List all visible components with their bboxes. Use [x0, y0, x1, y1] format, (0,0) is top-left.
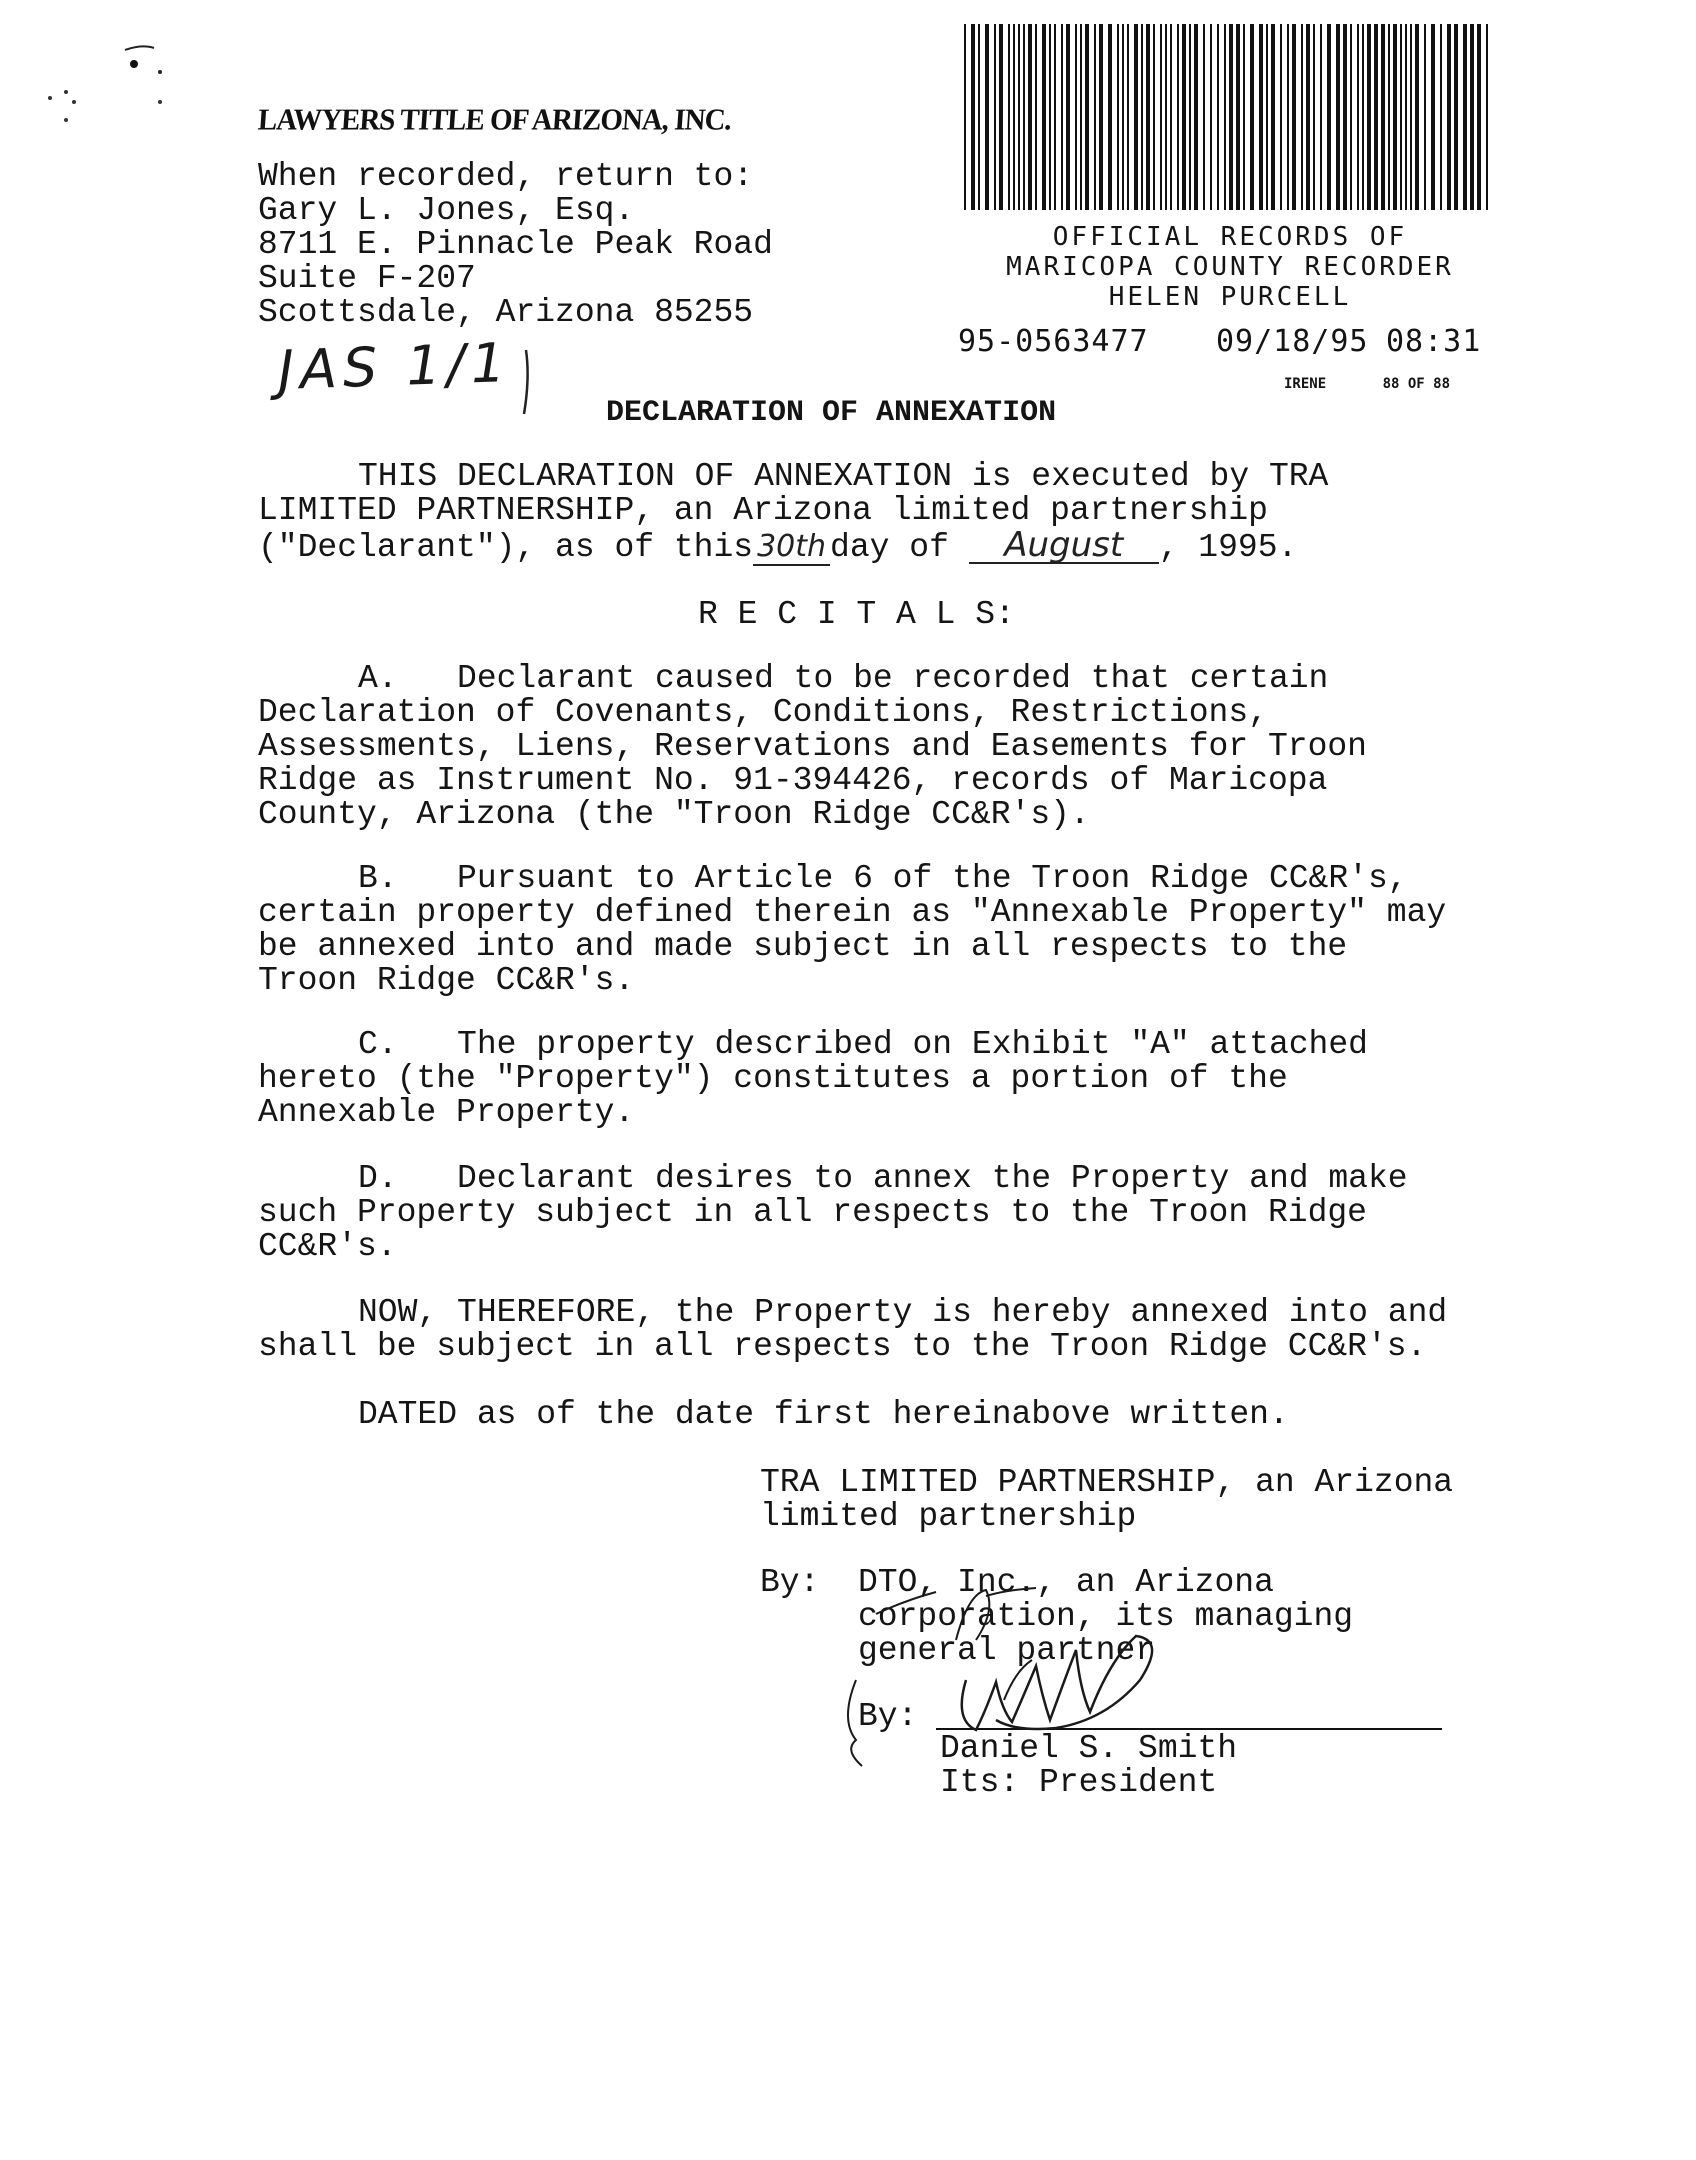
barcode-bar [985, 24, 989, 210]
barcode-bar [1259, 24, 1263, 210]
barcode-bar [1250, 24, 1254, 210]
barcode-bar [1194, 24, 1198, 210]
return-address-line: Scottsdale, Arizona 85255 [258, 294, 754, 331]
barcode-bar [1042, 24, 1046, 210]
barcode-bar [1035, 24, 1037, 210]
signer-block [940, 1732, 1237, 1800]
barcode-bar [1393, 24, 1397, 210]
barcode-bar [1367, 24, 1371, 210]
barcode-bar [1134, 24, 1138, 210]
intro-text: day of [830, 529, 949, 566]
recital-line: C. The property described on Exhibit "A" attached [358, 1026, 1368, 1063]
barcode-bar [1061, 24, 1063, 210]
return-address-line: Suite F-207 [258, 260, 476, 297]
barcode-bar [1350, 24, 1352, 210]
handwritten-day: 30th [753, 529, 830, 566]
barcode-bar [1141, 24, 1143, 210]
barcode-bar [1236, 24, 1240, 210]
signer-title: Its: President [940, 1764, 1218, 1801]
page-count: 88 OF 88 [1382, 376, 1451, 392]
barcode-bar [1023, 24, 1025, 210]
barcode-bar [1066, 24, 1070, 210]
document-title: DECLARATION OF ANNEXATION [606, 396, 1057, 430]
barcode-bar [971, 24, 975, 210]
stray-marks [30, 40, 180, 130]
barcode-bar [1357, 24, 1359, 210]
recorded-date: 09/18/95 [1216, 324, 1369, 359]
barcode-bar [1018, 24, 1020, 210]
barcode-bar [1313, 24, 1315, 210]
dated-line [358, 1398, 1289, 1432]
return-address-line: Gary L. Jones, Esq. [258, 192, 635, 229]
recital-line: hereto (the "Property") constitutes a portion of the [258, 1060, 1288, 1097]
barcode-bar [1400, 24, 1402, 210]
recital-c [258, 1028, 1368, 1130]
intro-line [258, 525, 1328, 566]
barcode-bar [1182, 24, 1186, 210]
barcode-bar [978, 24, 980, 210]
recital-line: B. Pursuant to Article 6 of the Troon Ridge CC&R's, [358, 860, 1408, 897]
intro-paragraph [258, 460, 1328, 565]
recitals-heading: R E C I T A L S: [698, 596, 1015, 633]
barcode-bar [1224, 24, 1226, 210]
barcode-bar [1431, 24, 1435, 210]
barcode-bar [1028, 24, 1032, 210]
barcode-bar [1266, 24, 1268, 210]
intro-text: , 1995. [1158, 529, 1298, 566]
doc-number: 95-0563477 [958, 324, 1149, 359]
barcode-bar [1343, 24, 1347, 210]
barcode-bar [1327, 24, 1331, 210]
barcode-bar [1108, 24, 1112, 210]
barcode-bar [1454, 24, 1458, 210]
clerk-info [1284, 376, 1450, 392]
recital-line: A. Declarant caused to be recorded that certain [358, 660, 1329, 697]
barcode-bar [1374, 24, 1378, 210]
barcode-bar [1388, 24, 1390, 210]
return-address-line: 8711 E. Pinnacle Peak Road [258, 226, 773, 263]
barcode-bar [999, 24, 1003, 210]
barcode-bar [1085, 24, 1089, 210]
recital-line: be annexed into and made subject in all respects to the [258, 928, 1348, 965]
barcode-bar [1287, 24, 1289, 210]
barcode-bar [1170, 24, 1172, 210]
speck-icon [30, 40, 180, 130]
return-address-line: When recorded, return to: [258, 158, 754, 195]
barcode-bar [1424, 24, 1426, 210]
recital-line: such Property subject in all respects to the Troon Ridge [258, 1194, 1367, 1231]
barcode-bar [1177, 24, 1179, 210]
recital-line: CC&R's. [258, 1228, 397, 1265]
entity-line: limited partnership [760, 1498, 1137, 1535]
barcode-bar [1080, 24, 1082, 210]
recital-a [258, 662, 1367, 832]
barcode-bar [1054, 24, 1056, 210]
signer-name: Daniel S. Smith [940, 1730, 1238, 1767]
intro-line: THIS DECLARATION OF ANNEXATION is executed by TRA [358, 458, 1329, 495]
barcode-bar [1477, 24, 1481, 210]
barcode-bar [1160, 24, 1162, 210]
barcode-bar [1292, 24, 1296, 210]
return-address [258, 160, 773, 330]
signature-entity [760, 1466, 1453, 1534]
barcode-bar [1122, 24, 1124, 210]
entity-line: TRA LIMITED PARTNERSHIP, an Arizona [760, 1464, 1454, 1501]
by-label-2: By: [858, 1698, 918, 1735]
recital-line: Annexable Property. [258, 1094, 635, 1131]
barcode-bar [1117, 24, 1119, 210]
barcode-bar [1075, 24, 1077, 210]
recorder-line: HELEN PURCELL [1108, 282, 1352, 312]
barcode-bar [1013, 24, 1015, 210]
handwritten-month: August [969, 528, 1159, 564]
partner-line: general partner [858, 1632, 1156, 1669]
partner-line: DTO, Inc., an Arizona [858, 1564, 1274, 1601]
barcode-bar [1243, 24, 1245, 210]
now-therefore-paragraph [258, 1296, 1447, 1364]
barcode-bar [1381, 24, 1385, 210]
recorder-block [950, 222, 1510, 312]
recital-line: Troon Ridge CC&R's. [258, 962, 635, 999]
barcode-bar [1463, 24, 1467, 210]
barcode [962, 24, 1494, 210]
barcode-bar [1336, 24, 1340, 210]
barcode-bar [1440, 24, 1442, 210]
barcode-bar [1203, 24, 1205, 210]
recital-line: certain property defined therein as "Annexable Property" may [258, 894, 1447, 931]
recital-d [258, 1162, 1408, 1264]
barcode-bar [1210, 24, 1212, 210]
recital-line: Declaration of Covenants, Conditions, Restrictions, [258, 694, 1268, 731]
recorded-time: 08:31 [1386, 324, 1482, 359]
operative-line: NOW, THEREFORE, the Property is hereby annexed into and [358, 1294, 1448, 1331]
barcode-bar [994, 24, 996, 210]
barcode-bar [1486, 24, 1488, 210]
barcode-bar [1008, 24, 1010, 210]
clerk-name: IRENE [1284, 376, 1327, 392]
barcode-bar [1301, 24, 1303, 210]
barcode-bar [1153, 24, 1155, 210]
barcode-bar [1447, 24, 1451, 210]
barcode-bar [1049, 24, 1051, 210]
operative-line: shall be subject in all respects to the Troon Ridge CC&R's. [258, 1328, 1427, 1365]
handwritten-note: JAS 1/1 [276, 330, 513, 403]
barcode-bar [1094, 24, 1096, 210]
recital-line: Ridge as Instrument No. 91-394426, records of Maricopa [258, 762, 1328, 799]
intro-text: ("Declarant"), as of this [258, 529, 754, 566]
recital-b [258, 862, 1446, 998]
barcode-bar [1165, 24, 1167, 210]
recital-line: County, Arizona (the "Troon Ridge CC&R's). [258, 796, 1090, 833]
intro-line: LIMITED PARTNERSHIP, an Arizona limited partnership [258, 492, 1268, 529]
recital-line: D. Declarant desires to annex the Property and make [358, 1160, 1408, 1197]
barcode-bar [1405, 24, 1407, 210]
dated-text: DATED as of the date first hereinabove written. [358, 1396, 1289, 1433]
barcode-bar [1306, 24, 1310, 210]
barcode-bar [1099, 24, 1103, 210]
barcode-bar [1229, 24, 1233, 210]
barcode-bar [1470, 24, 1474, 210]
barcode-bar [1280, 24, 1282, 210]
barcode-bar [1271, 24, 1275, 210]
barcode-bar [1189, 24, 1191, 210]
barcode-bar [1217, 24, 1219, 210]
recorder-line: OFFICIAL RECORDS OF [1052, 222, 1408, 252]
barcode-bar [1415, 24, 1419, 210]
by-label: By: [760, 1564, 820, 1601]
barcode-bar [1410, 24, 1412, 210]
barcode-bar [1320, 24, 1322, 210]
barcode-bar [1127, 24, 1129, 210]
barcode-icon [962, 24, 1494, 210]
barcode-bar [1146, 24, 1150, 210]
barcode-bar [964, 24, 966, 210]
partner-line: corporation, its managing [858, 1598, 1354, 1635]
recital-line: Assessments, Liens, Reservations and Easements for Troon [258, 728, 1367, 765]
company-stamp: LAWYERS TITLE OF ARIZONA, INC. [256, 103, 733, 137]
handwritten-mark [516, 348, 536, 423]
recorder-line: MARICOPA COUNTY RECORDER [1006, 252, 1454, 282]
barcode-bar [1362, 24, 1364, 210]
